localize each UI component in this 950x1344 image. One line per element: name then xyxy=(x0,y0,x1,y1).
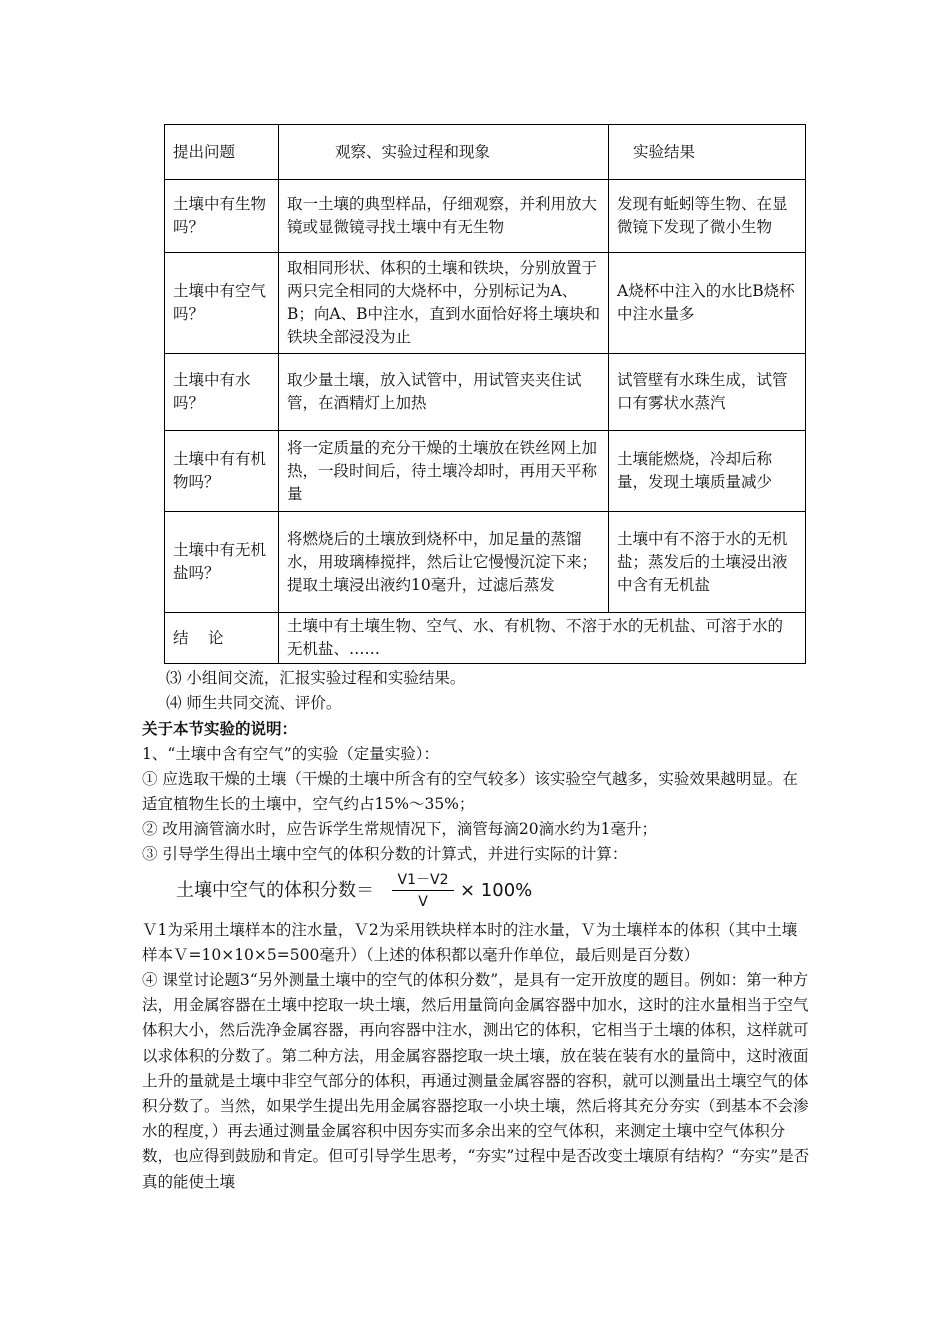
row-result: 发现有蚯蚓等生物、在显微镜下发现了微小生物 xyxy=(609,180,806,253)
table-row xyxy=(165,354,806,431)
formula-numerator: V1－V2 xyxy=(392,870,454,891)
formula-right: × 100% xyxy=(460,879,533,901)
point-2: ② 改用滴管滴水时，应告诉学生常规情况下，滴管每滴20滴水约为1毫升； xyxy=(142,820,658,839)
header-process: 观察、实验过程和现象 xyxy=(279,125,609,180)
section-title: 关于本节实验的说明： xyxy=(142,719,298,739)
row-result: A烧杯中注入的水比B烧杯中注水量多 xyxy=(609,253,806,354)
conclusion-label: 结 论 xyxy=(165,613,279,664)
row-process: 将一定质量的充分干燥的土壤放在铁丝网上加热，一段时间后，待土壤冷却时，再用天平称量 xyxy=(279,431,609,512)
header-result: 实验结果 xyxy=(609,125,806,180)
row-process: 取相同形状、体积的土壤和铁块，分别放置于两只完全相同的大烧杯中，分别标记为A、B；向A、B中注水，直到水面恰好将土壤块和铁块全部浸没为止 xyxy=(279,253,609,354)
experiment-table xyxy=(164,124,806,664)
table-row xyxy=(165,512,806,613)
row-process: 取一土壤的典型样品，仔细观察，并利用放大镜或显微镜寻找土壤中有无生物 xyxy=(279,180,609,253)
step-3: ⑶ 小组间交流，汇报实验过程和实验结果。 xyxy=(166,669,466,687)
row-result: 试管壁有水珠生成，试管口有雾状水蒸汽 xyxy=(609,354,806,431)
point-4: ④ 课堂讨论题3“另外测量土壤中的空气的体积分数”，是具有一定开放度的题目。例如：第一种方法，用金属容器在土壤中挖取一块土壤，然后用量筒向金属容器中加水，这时的注水量相当于空气体积大小，然后洗净金属容器，再向容器中注水，测出它的体积，它相当于土壤的体积，这样就可以求体积的分数了。第二种方法，用金属容器挖取一块土壤，放在装在装有水的量筒中，这时液面上升的量就是土壤中非空气部分的体积，再通过测量金属容器的容积，就可以测量出土壤空气的体积分数了。当然，如果学生提出先用金属容器挖取一小块土壤，然后将其充分夯实（到基本不会渗水的程度，）再去通过测量金属容积中因夯实而多余出来的空气体积，来测定土壤中空气体积分数，也应得到鼓励和肯定。但可引导学生思考，“夯实”过程中是否改变土壤原有结构？“夯实”是否真的能使土壤 xyxy=(142,971,810,1191)
explanation-section xyxy=(142,666,810,1195)
point-1: ① 应选取干燥的土壤（干燥的土壤中所含有的空气较多）该实验空气越多，实验效果越明显。在适宜植物生长的土壤中，空气约占15%～35%； xyxy=(142,769,798,814)
formula-fraction xyxy=(392,870,454,913)
row-result: 土壤能燃烧，冷却后称量，发现土壤质量减少 xyxy=(609,431,806,512)
header-question: 提出问题 xyxy=(165,125,279,180)
row-question: 土壤中有有机物吗？ xyxy=(165,431,279,512)
row-question: 土壤中有空气吗？ xyxy=(165,253,279,354)
table-row xyxy=(165,431,806,512)
item-1: 1、“土壤中含有空气”的实验（定量实验）： xyxy=(142,744,439,763)
point-3: ③ 引导学生得出土壤中空气的体积分数的计算式，并进行实际的计算： xyxy=(142,845,628,864)
formula-left: 土壤中空气的体积分数＝ xyxy=(176,879,374,901)
formula-denominator: V xyxy=(418,893,428,910)
volume-fraction-formula xyxy=(142,868,810,918)
row-result: 土壤中有不溶于水的无机盐；蒸发后的土壤浸出液中含有无机盐 xyxy=(609,512,806,613)
row-question: 土壤中有生物吗？ xyxy=(165,180,279,253)
row-process: 将燃烧后的土壤放到烧杯中，加足量的蒸馏水，用玻璃棒搅拌，然后让它慢慢沉淀下来；提取土壤浸出液约10毫升，过滤后蒸发 xyxy=(279,512,609,613)
row-question: 土壤中有无机盐吗？ xyxy=(165,512,279,613)
table-row xyxy=(165,180,806,253)
conclusion-text: 土壤中有土壤生物、空气、水、有机物、不溶于水的无机盐、可溶于水的无机盐、…… xyxy=(279,613,806,664)
table-header-row xyxy=(165,125,806,180)
table-row xyxy=(165,253,806,354)
row-question: 土壤中有水吗？ xyxy=(165,354,279,431)
step-4: ⑷ 师生共同交流、评价。 xyxy=(166,694,342,713)
volume-definitions: Ｖ1为采用土壤样本的注水量，Ｖ2为采用铁块样本时的注水量，Ｖ为土壤样本的体积（其中土壤样本Ｖ=10×10×5=500毫升）（上述的体积都以毫升作单位，最后则是百分数） xyxy=(142,920,798,964)
conclusion-row xyxy=(165,613,806,664)
row-process: 取少量土壤，放入试管中，用试管夹夹住试管，在酒精灯上加热 xyxy=(279,354,609,431)
